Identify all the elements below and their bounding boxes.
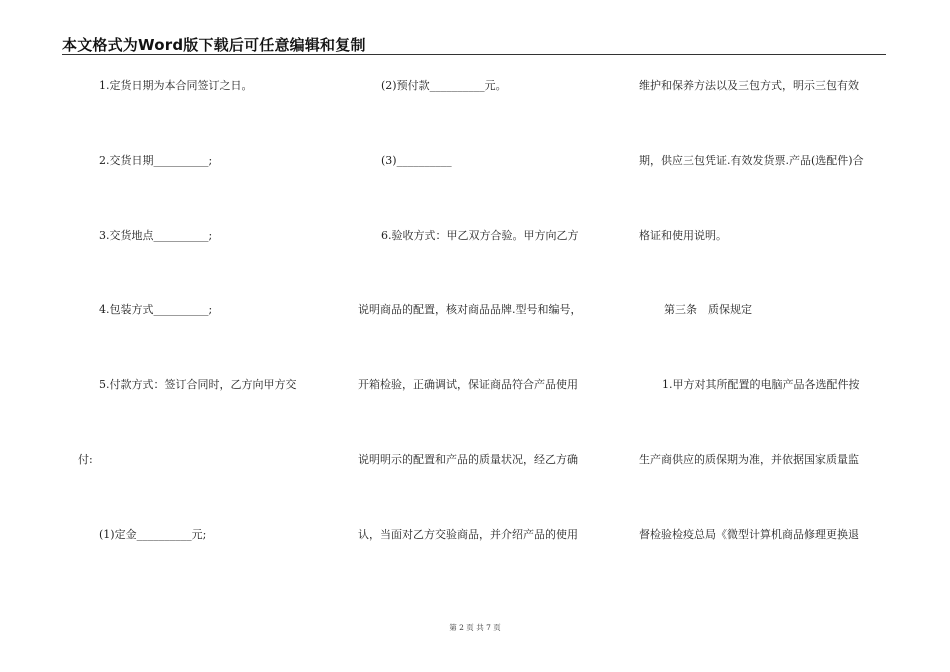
column-2-line-3: 6.验收方式：甲乙双方合验。甲方向乙方 — [381, 229, 579, 242]
header-rule — [62, 54, 886, 55]
column-1-line-2: 2.交货日期__________; — [99, 154, 213, 167]
column-2-line-6: 说明明示的配置和产品的质量状况，经乙方确 — [358, 453, 578, 466]
column-3-line-6: 生产商供应的质保期为准，并依据国家质量监 — [639, 453, 859, 466]
column-1-line-7: (1)定金__________元; — [99, 528, 207, 541]
column-1-line-6: 付: — [78, 453, 93, 466]
column-2-line-4: 说明商品的配置，核对商品品牌.型号和编号， — [358, 303, 582, 316]
column-3-line-2: 期，供应三包凭证.有效发货票.产品(选配件)合 — [639, 154, 864, 167]
column-3-section-heading: 第三条 质保规定 — [664, 303, 752, 316]
column-2-line-5: 开箱检验，正确调试，保证商品符合产品使用 — [358, 378, 578, 391]
column-2-line-1: (2)预付款__________元。 — [381, 79, 507, 92]
column-1-line-3: 3.交货地点__________; — [99, 229, 213, 242]
page-header-title: 本文格式为Word版下载后可任意编辑和复制 — [62, 36, 366, 54]
column-3-line-5: 1.甲方对其所配置的电脑产品各选配件按 — [662, 378, 860, 391]
page-number-footer: 第 2 页 共 7 页 — [449, 623, 501, 632]
column-2-line-7: 认，当面对乙方交验商品，并介绍产品的使用 — [358, 528, 578, 541]
column-1-line-5: 5.付款方式：签订合同时，乙方向甲方交 — [99, 378, 297, 391]
column-1-line-4: 4.包装方式__________; — [99, 303, 213, 316]
column-1-line-1: 1.定货日期为本合同签订之日。 — [99, 79, 253, 92]
column-3-line-7: 督检验检疫总局《微型计算机商品修理更换退 — [639, 528, 859, 541]
column-2-line-2: (3)__________ — [381, 154, 452, 167]
column-3-line-3: 格证和使用说明。 — [639, 229, 727, 242]
column-3-line-1: 维护和保养方法以及三包方式，明示三包有效 — [639, 79, 859, 92]
